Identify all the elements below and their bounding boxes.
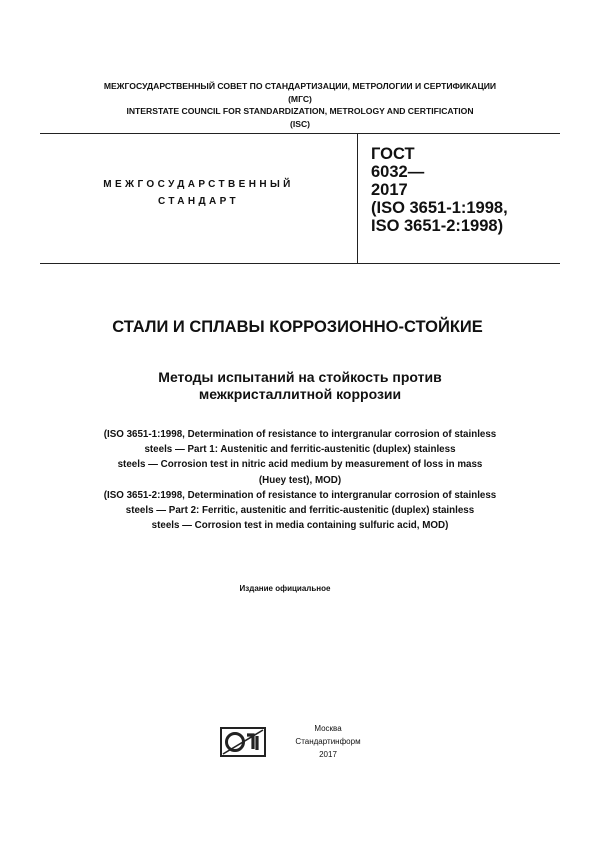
iso-ref-text-line: steels — Part 2: Ferritic, austenitic and ferritic-austenitic (duplex) stainless	[125, 505, 475, 517]
publisher-year: 2017	[319, 750, 337, 759]
document-subtitle	[40, 369, 560, 403]
council-name-ru: МЕЖГОСУДАРСТВЕННЫЙ СОВЕТ ПО СТАНДАРТИЗАЦИИ, МЕТРОЛОГИИ И СЕРТИФИКАЦИИ	[103, 81, 497, 91]
standard-kind	[40, 176, 357, 210]
gost-number: 6032—	[371, 163, 425, 181]
council-name-en: INTERSTATE COUNCIL FOR STANDARDIZATION, METROLOGY AND CERTIFICATION	[126, 106, 474, 116]
standartinform-logo-icon	[220, 727, 266, 757]
iso-ref-line2: ISO 3651-2:1998)	[371, 217, 504, 235]
iso-ref-text-line: (Huey test), MOD)	[258, 474, 342, 486]
iso-ref-line1: (ISO 3651-1:1998,	[371, 199, 508, 217]
gost-designation	[371, 145, 561, 235]
iso-ref-text-line: (ISO 3651-2:1998, Determination of resistance to intergranular corrosion of stainless	[103, 489, 497, 501]
vertical-divider	[357, 133, 358, 263]
gost-year: 2017	[371, 181, 408, 199]
publisher-block	[220, 722, 390, 767]
edition-note: Издание официальное	[239, 584, 331, 593]
publisher-name: Стандартинформ	[295, 737, 361, 746]
publisher-city: Москва	[314, 724, 342, 733]
publisher-text	[268, 722, 388, 761]
council-abbr-ru: (МГС)	[288, 93, 312, 104]
standard-kind-line2: СТАНДАРТ	[157, 196, 240, 207]
iso-references	[30, 427, 570, 533]
iso-ref-text-line: (ISO 3651-1:1998, Determination of resistance to intergranular corrosion of stainless	[103, 429, 497, 440]
subtitle-line1: Методы испытаний на стойкость против	[158, 369, 442, 385]
iso-ref-text-line: steels — Corrosion test in media containing sulfuric acid, MOD)	[151, 520, 449, 532]
top-divider	[40, 133, 560, 134]
document-title: СТАЛИ И СПЛАВЫ КОРРОЗИОННО-СТОЙКИЕ	[112, 318, 483, 336]
gost-label: ГОСТ	[371, 145, 415, 163]
council-header	[40, 80, 560, 130]
council-abbr-en: (ISC)	[289, 118, 311, 129]
standard-kind-line1: МЕЖГОСУДАРСТВЕННЫЙ	[103, 179, 294, 190]
bottom-divider	[40, 263, 560, 264]
subtitle-line2: межкристаллитной коррозии	[198, 386, 402, 402]
iso-ref-text-line: steels — Corrosion test in nitric acid medium by measurement of loss in mass	[117, 459, 483, 471]
iso-ref-text-line: steels — Part 1: Austenitic and ferritic-austenitic (duplex) stainless	[144, 444, 456, 456]
